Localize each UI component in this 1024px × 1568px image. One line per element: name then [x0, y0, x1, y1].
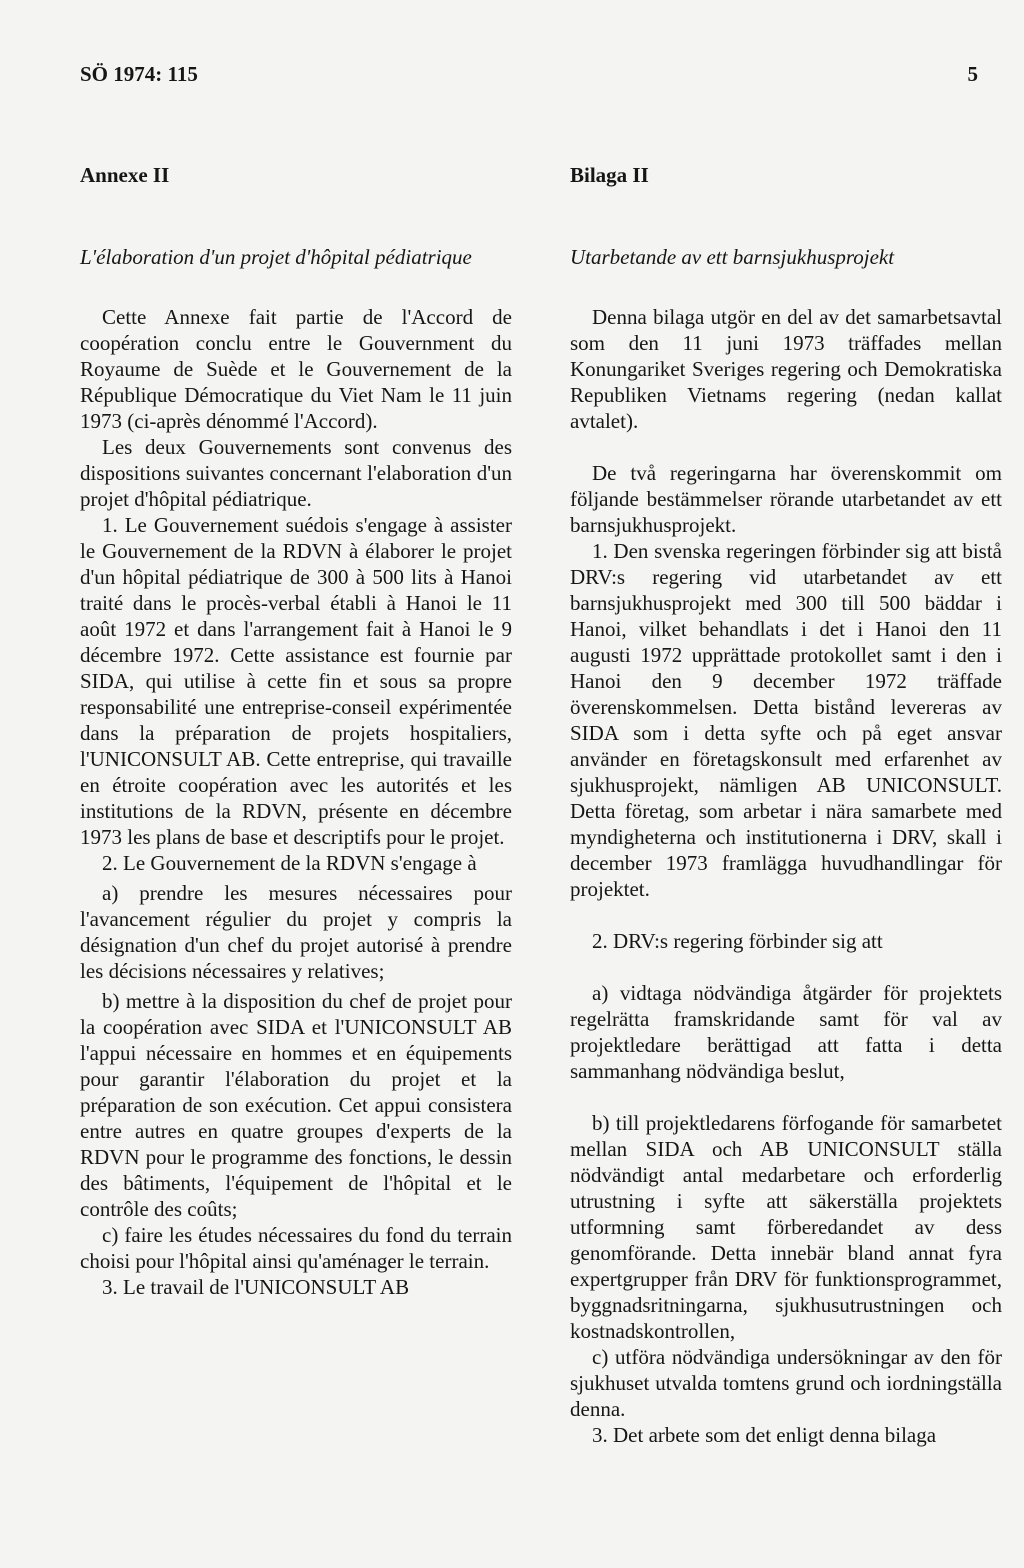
- french-subtitle: L'élaboration d'un projet d'hôpital pédiatrique: [80, 245, 472, 269]
- page-number: 5: [967, 62, 978, 86]
- french-paragraph-agreement: Les deux Gouvernements sont convenus des dispositions suivantes concernant l'elaboration d'un projet d'hôpital pédiatrique.: [80, 435, 512, 511]
- french-paragraph-3: 3. Le travail de l'UNICONSULT AB: [102, 1275, 410, 1299]
- french-column: [80, 162, 512, 1299]
- swedish-paragraph-2: 2. DRV:s regering förbinder sig att: [592, 929, 883, 953]
- swedish-paragraph-3: 3. Det arbete som det enligt denna bilaga: [592, 1423, 937, 1447]
- swedish-paragraph-2b: b) till projektledarens förfogande för samarbetet mellan SIDA och AB UNICONSULT ställa nödvändigt antal medarbetare och erforderlig utrustning i syfte att säkerställa projektets utformning samt förberedandet av dess genomförande. Detta innebär bland annat fyra expertgrupper från DRV för funktionsprogrammet, byggnadsritningarna, sjukhusutrustningen och kostnadskontrollen,: [570, 1111, 1002, 1343]
- french-paragraph-2: 2. Le Gouvernement de la RDVN s'engage à: [102, 851, 477, 875]
- swedish-paragraph-2a: a) vidtaga nödvändiga åtgärder för projektets regelrätta framskridande samt för val av projektledare berättigad att fatta i detta sammanhang nödvändiga beslut,: [570, 981, 1002, 1083]
- document-reference: SÖ 1974: 115: [80, 62, 198, 86]
- swedish-paragraph-1: 1. Den svenska regeringen förbinder sig att bistå DRV:s regering vid utarbetandet av ett barnsjukhusprojekt med 300 till 500 bäddar i Hanoi, vilket behandlats i det i Hanoi den 11 augusti 1972 upprättade protokollet samt i den i Hanoi den 9 december 1972 träffade överenskommelsen. Detta bistånd levereras av SIDA som i detta syfte och på eget ansvar använder en företagskonsult med erfarenhet av sjukhusprojekt, nämligen AB UNICONSULT. Detta företag, som arbetar i nära samarbete med myndigheterna och institutionerna i DRV, skall i december 1973 framlägga huvudhandlingar för projektet.: [570, 539, 1002, 901]
- swedish-paragraph-agreement: De två regeringarna har överenskommit om följande bestämmelser rörande utarbetandet av ett barnsjukhusprojekt.: [570, 461, 1002, 537]
- swedish-column: [570, 162, 1002, 1447]
- french-paragraph-1: 1. Le Gouvernement suédois s'engage à assister le Gouvernement de la RDVN à élaborer le projet d'un hôpital pédiatrique de 300 à 500 lits à Hanoi traité dans le procès-verbal établi à Hanoi le 11 août 1972 et dans l'arrangement fait à Hanoi le 9 décembre 1972. Cette assistance est fournie par SIDA, qui utilise à cette fin et sous sa propre responsabilité une entreprise-conseil expérimentée dans la préparation de projets hospitaliers, l'UNICONSULT AB. Cette entreprise, qui travaille en étroite coopération avec les autorités et les institutions de la RDVN, présente en décembre 1973 les plans de base et descriptifs pour le projet.: [80, 513, 512, 849]
- swedish-paragraph-intro: Denna bilaga utgör en del av det samarbetsavtal som den 11 juni 1973 träffades mellan Konungariket Sveriges regering och Demokratiska Republiken Vietnams regering (nedan kallat avtalet).: [570, 305, 1002, 433]
- french-paragraph-2b: b) mettre à la disposition du chef de projet pour la coopération avec SIDA et l'UNICONSULT AB l'appui nécessaire en hommes et en équipements pour garantir l'élaboration du projet et la préparation de son exécution. Cet appui consistera entre autres en quatre groupes d'experts de la RDVN pour le programme des fonctions, le dessin des bâtiments, l'équipement de l'hôpital et le contrôle des coûts;: [80, 989, 512, 1221]
- french-body: [80, 304, 512, 1300]
- french-paragraph-2a: a) prendre les mesures nécessaires pour l'avancement régulier du projet y compris la désignation d'un chef du projet autorisé à prendre les décisions nécessaires y relatives;: [80, 881, 512, 983]
- swedish-paragraph-2c: c) utföra nödvändiga undersökningar av den för sjukhuset utvalda tomtens grund och iordningställa denna.: [570, 1345, 1002, 1421]
- french-paragraph-2c: c) faire les études nécessaires du fond du terrain choisi pour l'hôpital ainsi qu'aménager le terrain.: [80, 1223, 512, 1273]
- swedish-subtitle: Utarbetande av ett barnsjukhusprojekt: [570, 245, 895, 269]
- french-paragraph-intro: Cette Annexe fait partie de l'Accord de coopération conclu entre le Gouvernment du Royaume de Suède et le Gouvernement de la République Démocratique du Viet Nam le 11 juin 1973 (ci-après dénommé l'Accord).: [80, 305, 512, 433]
- french-heading: Annexe II: [80, 163, 170, 187]
- swedish-body: [570, 304, 1002, 1448]
- swedish-heading: Bilaga II: [570, 163, 649, 187]
